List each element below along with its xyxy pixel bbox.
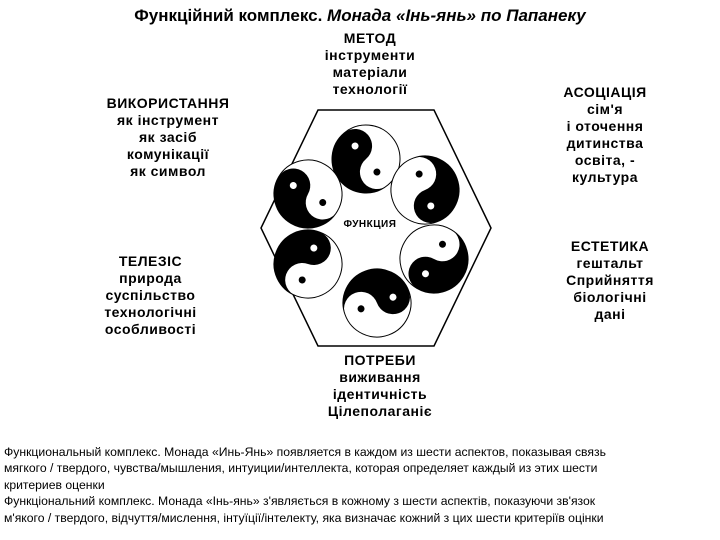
- aspect-telesis-title: ТЕЛЕЗІС: [118, 253, 183, 269]
- aspect-association-item: освіта, -: [574, 152, 636, 168]
- caption-line: Функциональный комплекс. Монада «Инь-Янь» появляется в каждом из шести аспектов, показывая связь: [4, 445, 606, 459]
- function-hexagon-diagram: [258, 106, 494, 350]
- aspect-telesis-item: особливості: [104, 321, 197, 337]
- aspect-telesis: [88, 253, 213, 338]
- aspect-association-title: АСОЦІАЦІЯ: [563, 84, 647, 100]
- aspect-association-item: і оточення: [566, 118, 644, 134]
- aspect-aesthetics: [540, 238, 680, 323]
- title-subtitle: Монада «Інь-янь» по Папанеку: [327, 6, 586, 25]
- aspect-method-item: матеріали: [332, 64, 408, 80]
- aspect-method-item: технології: [332, 81, 408, 97]
- page-title: [0, 6, 720, 26]
- aspect-association: [540, 84, 670, 186]
- aspect-telesis-item: технологічні: [104, 304, 197, 320]
- aspect-use-item: як символ: [130, 163, 206, 179]
- aspect-aesthetics-item: дані: [594, 306, 626, 322]
- aspect-needs-title: ПОТРЕБИ: [344, 352, 416, 368]
- aspect-use-item: як інструмент: [117, 112, 219, 128]
- aspect-association-item: сім'я: [586, 101, 624, 117]
- aspect-needs-item: Цілеполаганіє: [327, 403, 433, 419]
- aspect-aesthetics-title: ЕСТЕТИКА: [570, 238, 650, 254]
- aspect-telesis-item: суспільство: [105, 287, 196, 303]
- aspect-use-item: як засіб: [139, 129, 197, 145]
- aspect-use-item: комунікації: [126, 146, 210, 162]
- aspect-needs-item: ідентичність: [332, 386, 428, 402]
- aspect-association-item: культура: [571, 169, 639, 185]
- center-label: ФУНКЦИЯ: [343, 219, 397, 230]
- aspect-method-title: МЕТОД: [343, 30, 397, 46]
- aspect-telesis-item: природа: [119, 270, 182, 286]
- title-main: Функційний комплекс.: [134, 6, 323, 25]
- caption: [4, 444, 716, 526]
- caption-line: Функціональний комплекс. Монада «Інь-янь» з'являється в кожному з шести аспектів, показуючи зв'язок: [4, 494, 596, 509]
- aspect-use: [88, 95, 248, 180]
- aspect-aesthetics-item: гештальт: [576, 255, 644, 271]
- aspect-association-item: дитинства: [566, 135, 644, 151]
- caption-line: м'якого / твердого, відчуття/мислення, інтуїції/інтелекту, яка визначає кожний з цих шести критеріїв оцінки: [4, 510, 604, 525]
- aspect-aesthetics-item: Сприйняття: [566, 272, 654, 288]
- aspect-needs: [305, 352, 455, 420]
- caption-line: критериев оценки: [4, 477, 105, 492]
- aspect-aesthetics-item: біологічні: [573, 289, 647, 305]
- caption-line: мягкого / твердого, чувства/мышления, интуиции/интеллекта, которая определяет каждый из этих шести: [4, 461, 598, 476]
- aspect-use-title: ВИКОРИСТАННЯ: [106, 95, 230, 111]
- aspect-method-item: інструменти: [324, 47, 416, 63]
- aspect-needs-item: виживання: [339, 369, 421, 385]
- aspect-method: [300, 30, 440, 98]
